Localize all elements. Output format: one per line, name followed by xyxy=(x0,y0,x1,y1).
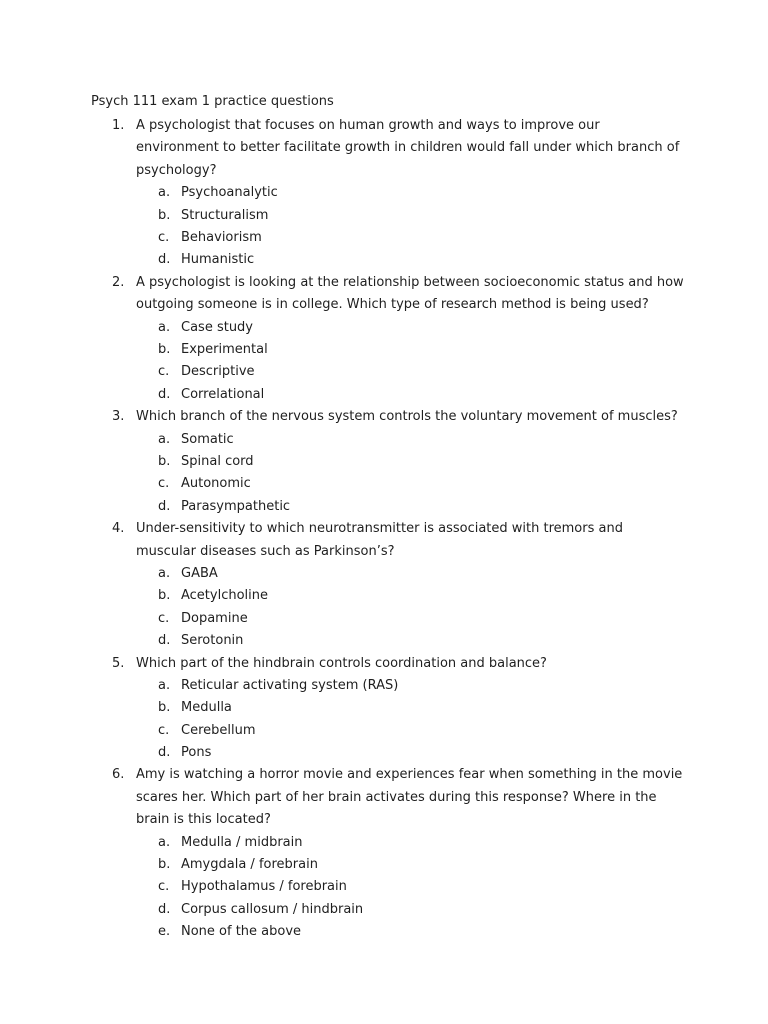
option-letter: a. xyxy=(158,677,171,693)
option-letter: b. xyxy=(158,588,171,604)
option-letter: c. xyxy=(158,364,170,380)
option-item xyxy=(0,630,768,652)
option-item xyxy=(0,854,768,876)
option-item xyxy=(0,361,768,383)
option-text: Amygdala / forebrain xyxy=(181,857,318,873)
option-letter: b. xyxy=(158,453,171,469)
option-text: Autonomic xyxy=(181,476,251,492)
option-item xyxy=(0,384,768,406)
option-text: Dopamine xyxy=(181,610,248,626)
question-text: Amy is watching a horror movie and experiences fear when something in the movie scares her. Which part of her brain activates during this response? Where in the brain is this located? xyxy=(136,767,683,828)
option-item xyxy=(0,832,768,854)
option-text: Serotonin xyxy=(181,633,244,649)
option-item xyxy=(0,205,768,227)
option-list xyxy=(0,832,768,944)
question-3 xyxy=(0,406,768,518)
option-item xyxy=(0,473,768,495)
option-list xyxy=(0,317,768,407)
option-letter: d. xyxy=(158,386,171,402)
option-item xyxy=(0,585,768,607)
option-text: Reticular activating system (RAS) xyxy=(181,677,399,693)
question-2 xyxy=(0,272,768,406)
option-text: Cerebellum xyxy=(181,722,256,738)
option-text: Corpus callosum / hindbrain xyxy=(181,901,364,917)
option-item xyxy=(0,675,768,697)
option-item xyxy=(0,339,768,361)
option-text: Spinal cord xyxy=(181,453,254,469)
option-item xyxy=(0,227,768,249)
option-list xyxy=(0,429,768,519)
option-item xyxy=(0,429,768,451)
option-item xyxy=(0,563,768,585)
option-letter: d. xyxy=(158,633,171,649)
option-item xyxy=(0,182,768,204)
option-text: Structuralism xyxy=(181,207,269,223)
question-text: A psychologist that focuses on human growth and ways to improve our environment to better facilitate growth in children would fall under which branch of psychology? xyxy=(136,118,680,178)
question-1 xyxy=(0,115,768,272)
question-number: 2. xyxy=(112,274,125,290)
option-text: Experimental xyxy=(181,341,268,357)
option-text: Psychoanalytic xyxy=(181,185,278,201)
option-letter: c. xyxy=(158,230,170,245)
option-item xyxy=(0,317,768,339)
option-letter: a. xyxy=(158,834,171,850)
option-letter: d. xyxy=(158,901,171,917)
question-number: 5. xyxy=(112,655,125,671)
option-letter: d. xyxy=(158,498,171,514)
document-title: Psych 111 exam 1 practice questions xyxy=(91,94,334,109)
option-letter: b. xyxy=(158,857,171,873)
option-item xyxy=(0,451,768,473)
question-list xyxy=(0,115,768,944)
option-text: GABA xyxy=(181,565,218,581)
question-6 xyxy=(0,764,768,943)
option-letter: b. xyxy=(158,207,171,223)
option-text: Case study xyxy=(181,319,254,335)
option-letter: c. xyxy=(158,879,170,895)
option-letter: a. xyxy=(158,319,171,335)
option-letter: d. xyxy=(158,745,171,761)
option-text: Humanistic xyxy=(181,252,255,268)
option-text: Correlational xyxy=(181,386,265,402)
option-list xyxy=(0,675,768,765)
option-letter: c. xyxy=(158,610,170,626)
option-list xyxy=(0,182,768,272)
option-text: Descriptive xyxy=(181,364,255,380)
option-item xyxy=(0,720,768,742)
option-item xyxy=(0,608,768,630)
option-text: Pons xyxy=(181,745,212,761)
option-text: None of the above xyxy=(181,924,302,940)
question-text: Which part of the hindbrain controls coordination and balance? xyxy=(136,655,547,671)
option-letter: c. xyxy=(158,722,170,738)
option-text: Behaviorism xyxy=(181,230,262,245)
option-letter: b. xyxy=(158,341,171,357)
option-text: Medulla / midbrain xyxy=(181,834,303,850)
option-item xyxy=(0,249,768,271)
option-letter: c. xyxy=(158,476,170,492)
option-text: Medulla xyxy=(181,700,232,716)
option-item xyxy=(0,697,768,719)
question-text: Which branch of the nervous system controls the voluntary movement of muscles? xyxy=(136,409,678,425)
option-text: Somatic xyxy=(181,431,234,447)
option-item xyxy=(0,496,768,518)
question-text: Under-sensitivity to which neurotransmitter is associated with tremors and muscular diseases such as Parkinson’s? xyxy=(136,521,623,559)
option-text: Parasympathetic xyxy=(181,498,291,514)
question-number: 4. xyxy=(112,521,125,537)
option-letter: a. xyxy=(158,185,171,201)
option-text: Hypothalamus / forebrain xyxy=(181,879,347,895)
question-5 xyxy=(0,653,768,765)
question-number: 3. xyxy=(112,409,125,425)
option-letter: b. xyxy=(158,700,171,716)
option-letter: a. xyxy=(158,565,171,581)
option-letter: a. xyxy=(158,431,171,447)
question-number: 6. xyxy=(112,767,125,783)
option-letter: d. xyxy=(158,252,171,268)
question-text: A psychologist is looking at the relationship between socioeconomic status and how outgoing someone is in college. Which type of research method is being used? xyxy=(136,274,684,313)
option-item xyxy=(0,899,768,921)
option-letter: e. xyxy=(158,924,171,940)
option-item xyxy=(0,921,768,943)
option-item xyxy=(0,742,768,764)
question-number: 1. xyxy=(112,118,125,133)
question-4 xyxy=(0,518,768,652)
option-item xyxy=(0,876,768,898)
option-text: Acetylcholine xyxy=(181,588,269,604)
option-list xyxy=(0,563,768,653)
